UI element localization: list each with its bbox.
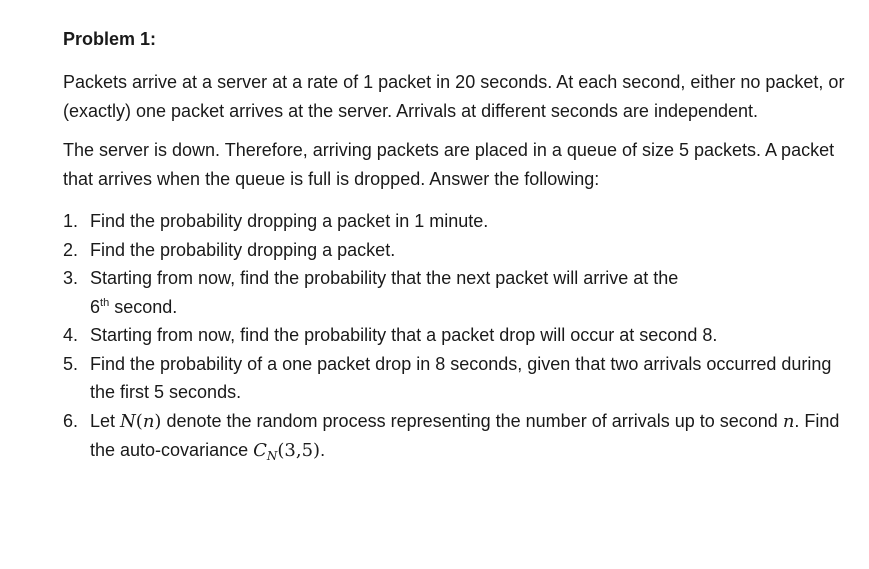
question-text: Starting from now, find the probability that a packet drop will occur at second 8. [90, 325, 718, 345]
math-function-symbol: N [120, 410, 136, 432]
question-list [63, 207, 853, 471]
question-text: Find the probability dropping a packet. [90, 239, 396, 260]
question-text: Find the probability dropping a packet in 1 minute. [90, 211, 489, 231]
math-paren-close: ) [154, 410, 162, 432]
question-text: Find the probability of a one packet drop in 8 seconds, given that two arrivals occurred during the first 5 seconds. [90, 353, 832, 402]
question-item-4 [63, 321, 853, 350]
ordinal-number: 6 [90, 296, 101, 317]
question-number: 2. [63, 239, 79, 260]
question-item-1 [63, 207, 853, 236]
document-page [63, 26, 853, 471]
math-variable: n [782, 410, 795, 432]
question-number: 4. [63, 325, 79, 345]
question-item-5 [63, 350, 853, 407]
math-argument: n [142, 410, 155, 432]
problem-title: Problem 1: [63, 29, 157, 49]
covariance-arguments: (3,5) [277, 440, 321, 461]
question-text-end: . [320, 440, 326, 460]
question-number: 3. [63, 268, 79, 288]
ordinal-suffix: th [100, 296, 110, 309]
question-item-2 [63, 236, 853, 265]
question-number: 1. [63, 211, 79, 231]
problem-context-paragraph: The server is down. Therefore, arriving packets are placed in a queue of size 5 packets. A packet that arrives when the queue is full is dropped. Answer the following: [63, 140, 835, 189]
covariance-subscript: N [266, 449, 278, 463]
question-number: 6. [63, 410, 79, 431]
question-text: Starting from now, find the probability that the next packet will arrive at the [90, 268, 679, 288]
question-text-end: second. [109, 296, 178, 317]
question-text-mid: denote the random process representing the number of arrivals up to second [161, 410, 783, 431]
question-text: Let [90, 410, 121, 431]
covariance-symbol: C [253, 440, 267, 461]
question-text-mid-2: . Find the auto-covariance [90, 410, 840, 460]
question-item-3 [63, 264, 853, 321]
problem-intro-paragraph: Packets arrive at a server at a rate of 1 packet in 20 seconds. At each second, either no packet, or (exactly) one packet arrives at the server. Arrivals at different seconds are independent. [63, 72, 845, 121]
question-item-6 [63, 407, 853, 471]
math-paren-open: ( [135, 410, 143, 432]
question-number: 5. [63, 353, 79, 374]
